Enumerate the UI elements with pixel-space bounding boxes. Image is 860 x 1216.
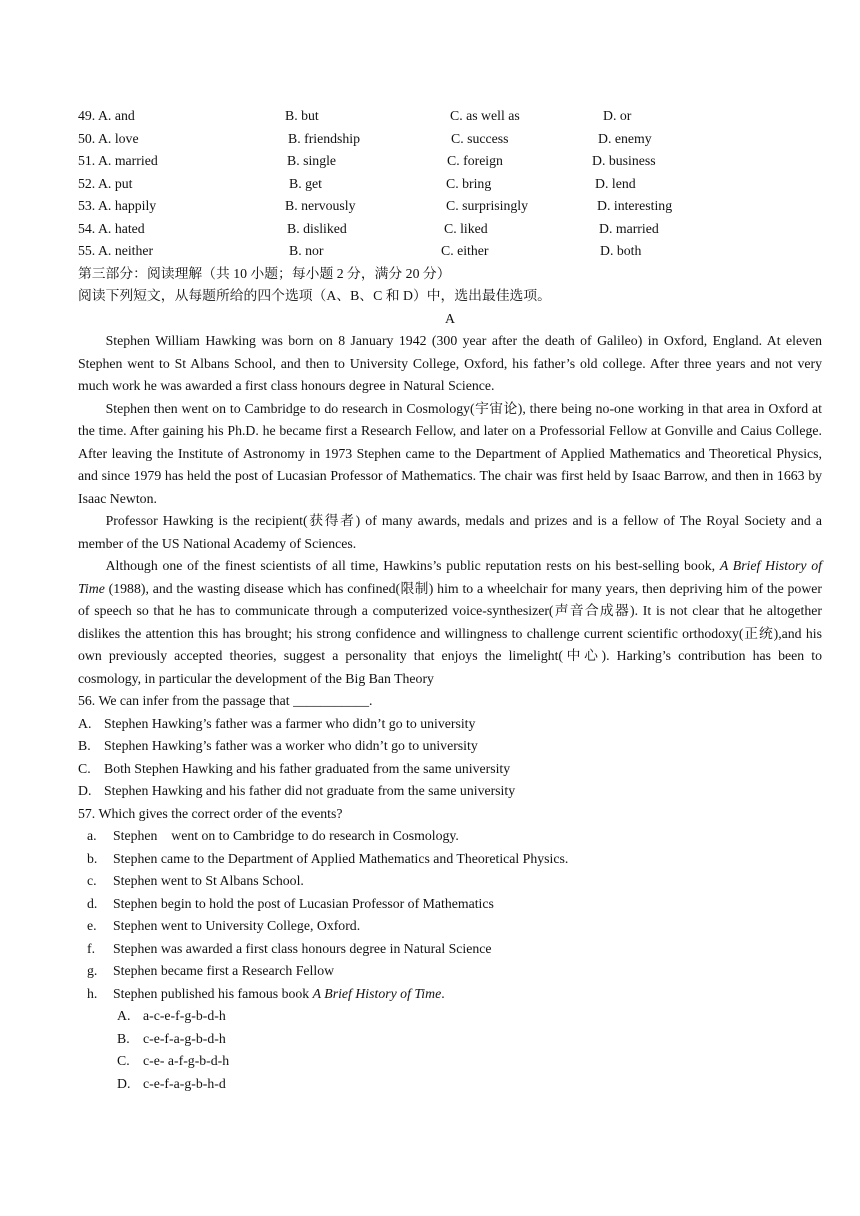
cloze-row-49: [78, 105, 822, 128]
question-number: 49.: [78, 108, 96, 123]
option-a: A. married: [97, 153, 158, 168]
option-c: C. liked: [444, 220, 488, 236]
question-number: 51.: [78, 153, 96, 168]
question-56-stem: 56. We can infer from the passage that ___________.: [78, 693, 373, 708]
option-a: A. love: [97, 130, 139, 146]
passage-paragraph-2: Stephen then went on to Cambridge to do research in Cosmology(宇宙论), there being no-one working in that area in Oxford at the time. After gaining his Ph.D. he became first a Research Fellow, and later on a Professorial Fellow at Gonville and Caius College. After leaving the Institute of Astronomy in 1973 Stephen came to the Department of Applied Mathematics and Theoretical Physics, and since 1979 has held the post of Lucasian Professor of Mathematics. The chair was first held by Isaac Barrow, and then in 1663 by Isaac Newton.: [78, 400, 822, 506]
book-title: A Brief History of Time: [78, 558, 822, 596]
question-number: 55.: [78, 243, 96, 258]
option-a: A. happily: [97, 198, 157, 213]
option-a: A. put: [97, 175, 133, 191]
cloze-row-54: [78, 218, 822, 241]
option-c: C. surprisingly: [446, 198, 529, 213]
question-57-choice-d: D. c-e-f-a-g-b-h-d: [117, 1075, 226, 1091]
question-57-stem: 57. Which gives the correct order of the events?: [78, 805, 343, 821]
option-d: D. business: [592, 153, 656, 168]
option-b: B. disliked: [287, 220, 347, 236]
question-number: 50.: [78, 130, 96, 146]
question-56-choice-d: D. Stephen Hawking and his father did not graduate from the same university: [78, 783, 516, 798]
event-c: c. Stephen went to St Albans School.: [87, 873, 304, 888]
option-d: D. or: [603, 108, 632, 123]
question-56-choice-c: C. Both Stephen Hawking and his father graduated from the same university: [78, 760, 511, 776]
passage-paragraph-3: Professor Hawking is the recipient(获得者) of many awards, medals and prizes and is a fellow of The Royal Society and a member of the US National Academy of Sciences.: [78, 513, 822, 551]
option-c: C. success: [451, 130, 509, 146]
passage-paragraph-4: Although one of the finest scientists of all time, Hawkins’s public reputation rests on his best-selling book, A Brief History of Time (1988), and the wasting disease which has confined(限制) him to a wheelchair for many years, then depriving him of the power of speech so that he has to communicate through a computerized voice-synthesizer(声音合成器). It is not clear that he altogether dislikes the attention this has brought; his strong confidence and willingness to challenge current scientific orthodoxy(正统),and his own previously accepted theories, suggest a personality that enjoys the limelight(中心). Harking’s contribution has been to cosmology, in particular the development of the Big Ban Theory: [78, 558, 822, 686]
question-57-choice-b: B. c-e-f-a-g-b-d-h: [117, 1030, 226, 1046]
section-title: 第三部分：阅读理解（共 10 小题；每小题 2 分，满分 20 分）: [78, 265, 451, 281]
event-f: f. Stephen was awarded a first class honours degree in Natural Science: [87, 940, 492, 956]
option-c: C. as well as: [450, 108, 520, 123]
passage-label: A: [445, 310, 455, 326]
passage-paragraph-1: Stephen William Hawking was born on 8 January 1942 (300 year after the death of Galileo) in Oxford, England. At eleven Stephen went to St Albans School, and then to University College, Oxford, his father’s old college. After three years and not very much work he was awarded a first class honours degree in Natural Science.: [78, 333, 822, 393]
event-b: b. Stephen came to the Department of Applied Mathematics and Theoretical Physics.: [87, 850, 569, 866]
option-a: A. and: [97, 108, 135, 123]
question-number: 52.: [78, 175, 96, 191]
cloze-row-53: [78, 195, 822, 218]
option-b: B. friendship: [288, 130, 361, 146]
cloze-row-50: [78, 128, 822, 151]
exam-page: [78, 105, 822, 1095]
option-d: D. lend: [595, 175, 636, 191]
option-b: B. nervously: [285, 198, 356, 213]
option-b: B. get: [289, 175, 322, 191]
event-h: h. Stephen published his famous book A Brief History of Time.: [87, 985, 445, 1001]
question-number: 53.: [78, 198, 96, 213]
question-56-choice-a: A. Stephen Hawking’s father was a farmer who didn’t go to university: [78, 715, 476, 731]
event-d: d. Stephen begin to hold the post of Lucasian Professor of Mathematics: [87, 895, 494, 911]
question-number: 54.: [78, 220, 96, 236]
option-d: D. both: [600, 243, 642, 258]
option-d: D. enemy: [598, 130, 652, 146]
question-57-choice-c: C. c-e- a-f-g-b-d-h: [117, 1053, 230, 1068]
option-c: C. bring: [446, 175, 492, 191]
option-b: B. nor: [289, 243, 324, 258]
section-instruction: 阅读下列短文，从每题所给的四个选项（A、B、C 和 D）中，选出最佳选项。: [78, 288, 551, 303]
cloze-row-51: [78, 150, 822, 173]
option-b: B. but: [285, 108, 319, 123]
cloze-row-55: [78, 240, 822, 263]
cloze-options: [78, 105, 822, 263]
option-d: D. interesting: [597, 198, 673, 213]
option-b: B. single: [287, 153, 337, 168]
option-a: A. hated: [97, 220, 145, 236]
event-a: a. Stephen went on to Cambridge to do research in Cosmology.: [87, 828, 459, 843]
question-56-choice-b: B. Stephen Hawking’s father was a worker who didn’t go to university: [78, 738, 478, 753]
event-e: e. Stephen went to University College, Oxford.: [87, 918, 361, 933]
option-a: A. neither: [97, 243, 154, 258]
option-c: C. either: [441, 243, 489, 258]
option-c: C. foreign: [447, 153, 503, 168]
option-d: D. married: [599, 220, 659, 236]
question-57-choice-a: A. a-c-e-f-g-b-d-h: [117, 1008, 226, 1023]
book-title: A Brief History of Time: [312, 985, 442, 1001]
cloze-row-52: [78, 173, 822, 196]
event-g: g. Stephen became first a Research Fellow: [87, 963, 335, 978]
